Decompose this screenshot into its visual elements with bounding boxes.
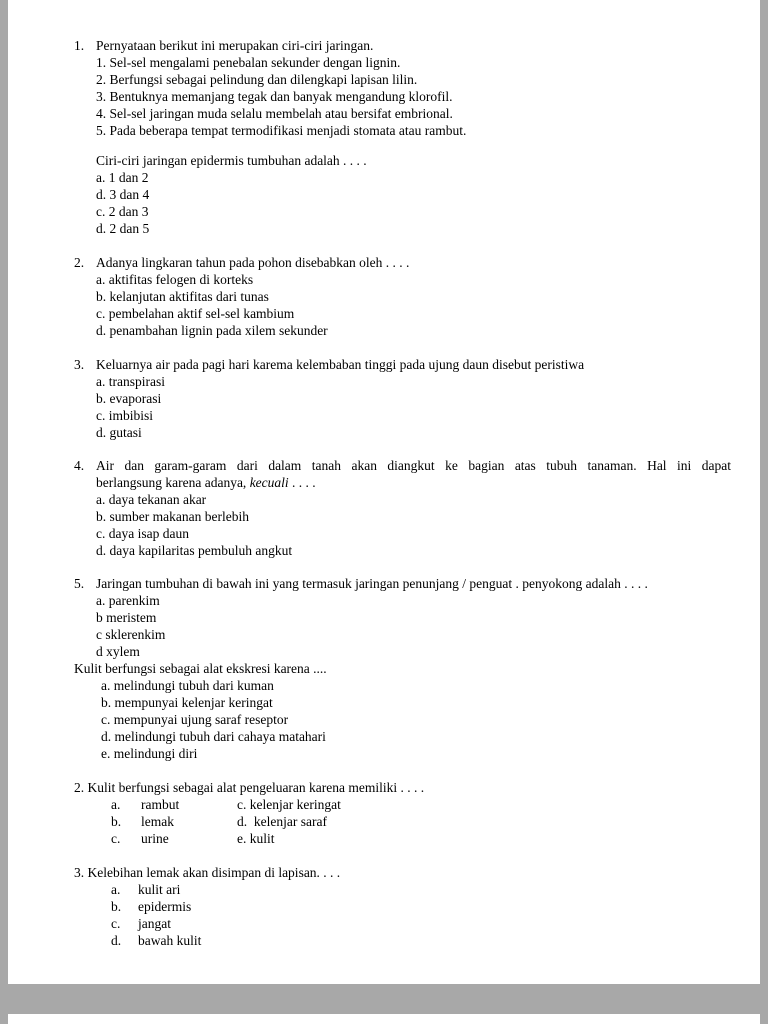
skin-question-2-option-row-1 xyxy=(111,796,731,813)
skin-question-3-option-a xyxy=(111,881,731,898)
question-4-kecuali-italic: kecuali xyxy=(249,475,289,490)
skin-question-2-option-row-3 xyxy=(111,830,731,847)
question-3-option-a: a. transpirasi xyxy=(96,374,165,389)
option-letter: a. xyxy=(111,797,121,812)
question-1-prompt: Ciri-ciri jaringan epidermis tumbuhan adalah . . . . xyxy=(96,153,367,168)
skin-question-1-options xyxy=(101,677,731,762)
skin-question-1-option-e: e. melindungi diri xyxy=(101,746,198,761)
question-4-text-line-1: Air dan garam-garam dari dalam tanah akan diangkut ke bagian atas tubuh tanaman. Hal ini dapat xyxy=(96,458,731,473)
option-letter: b. xyxy=(111,899,122,914)
skin-question-1 xyxy=(74,660,731,762)
question-1-statement-3: 3. Bentuknya memanjang tegak dan banyak mengandung klorofil. xyxy=(96,89,453,104)
question-4-line-2-prefix: berlangsung karena adanya, xyxy=(96,475,250,490)
option-label: kulit ari xyxy=(138,882,181,897)
question-5-number: 5. xyxy=(74,576,85,591)
question-3-number: 3. xyxy=(74,357,85,372)
question-3-body xyxy=(96,356,731,441)
question-5-option-b: b meristem xyxy=(96,610,157,625)
question-1-statement-4: 4. Sel-sel jaringan muda selalu membelah atau bersifat embrional. xyxy=(96,106,453,121)
skin-question-3-option-b xyxy=(111,898,731,915)
question-2-option-d: d. penambahan lignin pada xilem sekunder xyxy=(96,323,328,338)
question-2-option-c: c. pembelahan aktif sel-sel kambium xyxy=(96,306,295,321)
option-letter: c. xyxy=(111,916,121,931)
question-4-option-c: c. daya isap daun xyxy=(96,526,189,541)
question-1-option-d: d. 2 dan 5 xyxy=(96,221,150,236)
question-1-option-a: a. 1 dan 2 xyxy=(96,170,149,185)
question-4-option-a: a. daya tekanan akar xyxy=(96,492,207,507)
skin-question-3-option-d xyxy=(111,932,731,949)
skin-question-1-option-b: b. mempunyai kelenjar keringat xyxy=(101,695,273,710)
question-2-text: Adanya lingkaran tahun pada pohon disebabkan oleh . . . . xyxy=(96,255,410,270)
question-3-option-d: d. gutasi xyxy=(96,425,142,440)
option-right-column: c. kelenjar keringat xyxy=(237,797,341,812)
option-label: epidermis xyxy=(138,899,192,914)
question-4-body xyxy=(96,457,731,559)
document-page xyxy=(8,0,760,984)
page-gap xyxy=(0,984,768,1014)
option-letter: d. xyxy=(111,933,122,948)
question-3-text: Keluarnya air pada pagi hari karema kelembaban tinggi pada ujung daun disebut peristiwa xyxy=(96,357,585,372)
question-1-option-b: d. 3 dan 4 xyxy=(96,187,150,202)
question-4-number: 4. xyxy=(74,458,85,473)
question-5-option-a: a. parenkim xyxy=(96,593,160,608)
question-1-statement-5: 5. Pada beberapa tempat termodifikasi menjadi stomata atau rambut. xyxy=(96,123,467,138)
question-2-number: 2. xyxy=(74,255,85,270)
question-4-text-line-2 xyxy=(96,474,731,491)
option-right-column: e. kulit xyxy=(237,831,275,846)
question-5 xyxy=(74,575,731,660)
option-label: jangat xyxy=(138,916,171,931)
skin-question-3-text: 3. Kelebihan lemak akan disimpan di lapisan. . . . xyxy=(74,865,341,880)
skin-question-1-option-d: d. melindungi tubuh dari cahaya matahari xyxy=(101,729,326,744)
skin-question-2-option-row-2 xyxy=(111,813,731,830)
skin-question-1-option-c: c. mempunyai ujung saraf reseptor xyxy=(101,712,289,727)
option-right-column: d. kelenjar saraf xyxy=(237,814,327,829)
skin-question-1-text: Kulit berfungsi sebagai alat ekskresi karena .... xyxy=(74,661,327,676)
question-1 xyxy=(74,37,731,237)
question-3 xyxy=(74,356,731,441)
option-letter: c. xyxy=(111,831,121,846)
question-1-body xyxy=(96,37,731,237)
question-2-body xyxy=(96,254,731,339)
option-letter: b. xyxy=(111,814,122,829)
skin-question-2 xyxy=(74,779,731,847)
skin-question-1-option-a: a. melindungi tubuh dari kuman xyxy=(101,678,274,693)
question-1-statement-1: 1. Sel-sel mengalami penebalan sekunder dengan lignin. xyxy=(96,55,401,70)
question-4-line-2-suffix: . . . . xyxy=(288,475,316,490)
question-5-option-c: c sklerenkim xyxy=(96,627,166,642)
option-label: lemak xyxy=(141,814,174,829)
question-2-option-b: b. kelanjutan aktifitas dari tunas xyxy=(96,289,269,304)
skin-question-2-text: 2. Kulit berfungsi sebagai alat pengeluaran karena memiliki . . . . xyxy=(74,780,425,795)
question-5-text: Jaringan tumbuhan di bawah ini yang termasuk jaringan penunjang / penguat . penyokong adalah . . . . xyxy=(96,576,648,591)
option-label: urine xyxy=(141,831,169,846)
question-2-option-a: a. aktifitas felogen di korteks xyxy=(96,272,254,287)
question-1-number: 1. xyxy=(74,38,85,53)
question-2 xyxy=(74,254,731,339)
skin-question-3 xyxy=(74,864,731,949)
question-4-option-b: b. sumber makanan berlebih xyxy=(96,509,249,524)
spacer xyxy=(96,139,731,152)
question-3-option-b: b. evaporasi xyxy=(96,391,162,406)
question-1-option-c: c. 2 dan 3 xyxy=(96,204,149,219)
option-label: bawah kulit xyxy=(138,933,202,948)
option-label: rambut xyxy=(141,797,180,812)
question-5-body xyxy=(96,575,731,660)
question-3-option-c: c. imbibisi xyxy=(96,408,153,423)
next-page-edge xyxy=(8,1014,760,1024)
question-4 xyxy=(74,457,731,559)
option-letter: a. xyxy=(111,882,121,897)
question-5-option-d: d xylem xyxy=(96,644,140,659)
skin-question-3-option-c xyxy=(111,915,731,932)
question-1-intro: Pernyataan berikut ini merupakan ciri-ciri jaringan. xyxy=(96,38,374,53)
question-1-statement-2: 2. Berfungsi sebagai pelindung dan dilengkapi lapisan lilin. xyxy=(96,72,418,87)
question-4-option-d: d. daya kapilaritas pembuluh angkut xyxy=(96,543,293,558)
